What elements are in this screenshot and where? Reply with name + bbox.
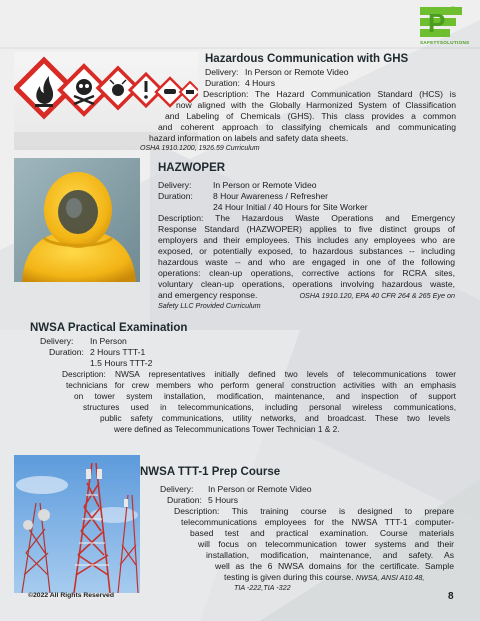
hazwoper-desc-line-1: Description: The Hazardous Waste Operations and Emergency — [158, 213, 455, 223]
ttt1-delivery-row — [160, 484, 312, 495]
telecom-towers-image — [14, 455, 140, 593]
hazwoper-duration-label: Duration: — [158, 191, 193, 201]
ttt1-desc-line-7 — [224, 572, 424, 583]
nwsa-duration-value-2: 1.5 Hours TTT-2 — [90, 358, 153, 368]
nwsa-duration-row-2 — [90, 358, 152, 369]
nwsa-desc-line-5: public safety communications, utility networks, and broadcast. These two levels — [100, 413, 450, 423]
ttt1-desc-line-5: installation, modification, maintenance, and safety. As — [206, 550, 454, 560]
ttt1-duration-value: 5 Hours — [208, 495, 239, 505]
hazwoper-desc-line-6: operations: clean-up operations, corrective actions for RCRA sites, — [158, 268, 455, 278]
ghs-delivery-row — [205, 67, 349, 78]
hazwoper-duration-value-1: 8 Hour Awareness / Refresher — [213, 191, 328, 201]
nwsa-delivery-value: In Person — [90, 336, 127, 346]
hazwoper-desc-line-3: employers and their employees. This includes any employees who are — [158, 235, 455, 245]
company-logo — [420, 4, 475, 48]
hazwoper-desc-line-2: Response Standard (HAZWOPER) applies to five distinct groups of — [158, 224, 455, 234]
corrosive-pictogram-icon — [180, 82, 198, 102]
nwsa-delivery-row — [40, 336, 127, 347]
logo-superscript: 3 — [450, 5, 457, 17]
ghs-citation: OSHA 1910.1200, 1926.59 Curriculum — [140, 145, 260, 152]
ghs-duration-label: Duration: — [205, 78, 240, 88]
copyright-text: ©2022 All Rights Reserved — [28, 592, 114, 599]
ttt1-delivery-value: In Person or Remote Video — [208, 484, 312, 494]
ttt1-desc-line-3: based test and practical examination. Course materials — [190, 528, 454, 538]
nwsa-duration-label: Duration: — [49, 347, 84, 357]
ttt1-duration-row — [167, 495, 238, 506]
nwsa-desc-line-4: structures used in telecommunications, including personal wireless communications, — [83, 402, 456, 412]
hazwoper-desc-line-4: exposed, or potentially exposed, to hazardous substances -- including — [158, 246, 455, 256]
ghs-desc-line-2: now aligned with the Globally Harmonized System of Classification — [176, 100, 456, 110]
ttt1-title: NWSA TTT-1 Prep Course — [140, 466, 281, 478]
ghs-desc-line-4: and coherent approach to classifying chemicals and communicating — [158, 122, 456, 132]
ttt1-citation-line-2: TIA -222,TIA -322 — [234, 583, 291, 592]
page-number: 8 — [448, 591, 454, 602]
ttt1-duration-label: Duration: — [167, 495, 202, 505]
ghs-duration-value: 4 Hours — [245, 78, 276, 88]
ghs-desc-line-5: hazard information on labels and safety data sheets. — [149, 133, 349, 143]
hazwoper-citation-line-2: Safety LLC Provided Curriculum — [158, 301, 261, 310]
hazwoper-title: HAZWOPER — [158, 162, 226, 174]
ttt1-desc-line-1: Description: This training course is designed to prepare — [174, 506, 454, 516]
ghs-desc-line-1: Description: The Hazard Communication Standard (HCS) is — [203, 89, 456, 99]
hazwoper-delivery-label: Delivery: — [158, 180, 192, 190]
hazwoper-desc-line-8 — [158, 290, 455, 301]
hazwoper-duration-row — [158, 191, 328, 202]
ttt1-desc-line-2: telecommunications employees for the NWSA TTT-1 computer- — [181, 517, 454, 527]
ttt1-last-line: testing is given during this course. — [224, 572, 354, 582]
ttt1-desc-line-4: will focus on telecommunication tower systems and their — [198, 539, 454, 549]
hazwoper-duration-row-2 — [213, 202, 368, 213]
ttt1-delivery-label: Delivery: — [160, 484, 194, 494]
nwsa-duration-row — [49, 347, 145, 358]
hazwoper-desc-line-7: voluntary clean-up operations, operations involving hazardous waste, — [158, 279, 455, 289]
ghs-duration-row — [205, 78, 275, 89]
hazmat-suit-image — [14, 158, 140, 282]
nwsa-duration-value-1: 2 Hours TTT-1 — [90, 347, 146, 357]
ghs-desc-line-3: and Labeling of Chemicals (GHS). This class provides a common — [165, 111, 456, 121]
nwsa-desc-line-2: technicians for crew members who perform general construction activities with an emphasis — [66, 380, 456, 390]
nwsa-desc-line-6: were defined as Telecommunications Tower Technician 1 & 2. — [114, 424, 340, 434]
nwsa-title: NWSA Practical Examination — [30, 322, 188, 334]
hazwoper-citation: OSHA 1910.120, EPA 40 CFR 264 & 265 Eye on — [299, 291, 455, 300]
logo-letter: P — [428, 8, 446, 38]
nwsa-desc-line-3: on tower system installation, modification, maintenance, and inspection of support — [74, 391, 456, 401]
logo-tagline: SAFETYSOLUTIONS — [420, 40, 470, 45]
ghs-delivery-value: In Person or Remote Video — [245, 67, 349, 77]
ttt1-citation: NWSA, ANSI A10.48, — [355, 573, 425, 582]
nwsa-desc-line-1: Description: NWSA representatives initially defined two levels of telecommunications tower — [62, 369, 456, 379]
hazwoper-duration-value-2: 24 Hour Initial / 40 Hours for Site Worker — [213, 202, 368, 212]
ghs-title: Hazardous Communication with GHS — [205, 53, 409, 65]
hazwoper-desc-line-5: hazardous waste -- and who are engaged in one of the following — [158, 257, 455, 267]
ghs-delivery-label: Delivery: — [205, 67, 239, 77]
nwsa-delivery-label: Delivery: — [40, 336, 74, 346]
hazwoper-delivery-row — [158, 180, 317, 191]
ttt1-desc-line-6: well as the 6 NWSA domains for the certificate. Sample — [215, 561, 454, 571]
hazwoper-last-line: and emergency response. — [158, 290, 258, 300]
hazwoper-delivery-value: In Person or Remote Video — [213, 180, 317, 190]
